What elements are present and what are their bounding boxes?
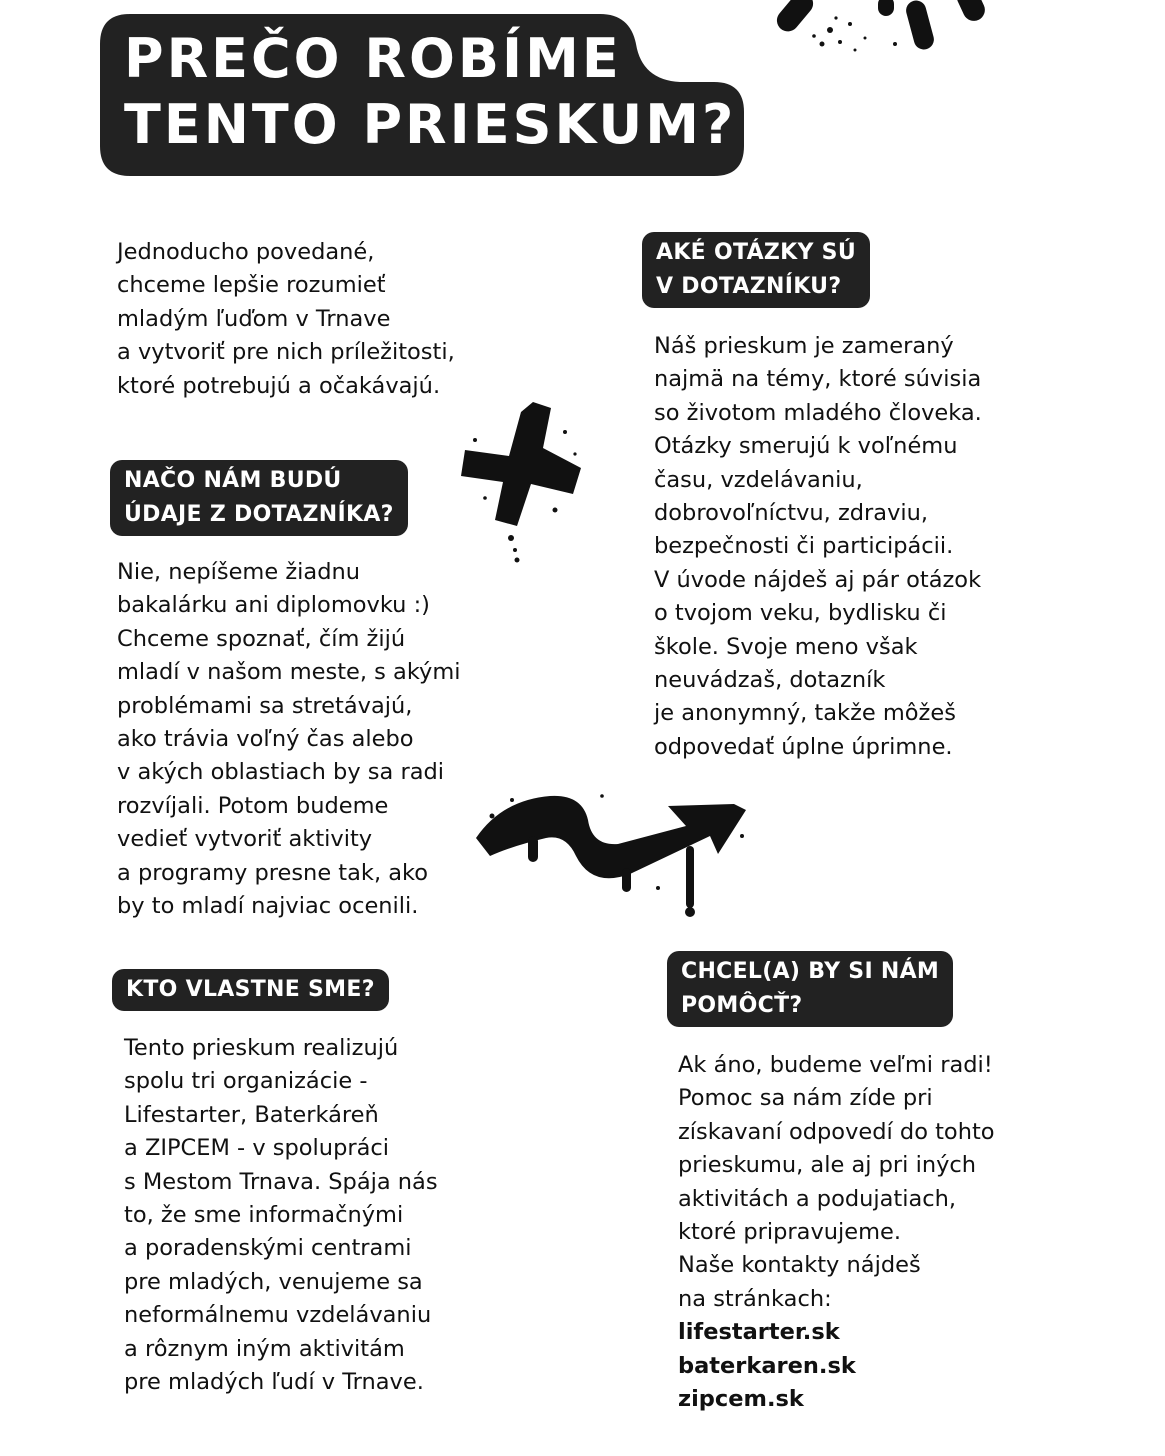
help-text: Ak áno, budeme veľmi radi! Pomoc sa nám zíde pri získavaní odpovedí do tohto prieskumu, ale aj pri iných aktivitách a podujatiach, ktoré pripravujeme. Naše kontakty nájdeš na stránkach: lifestarter.sk baterkaren.sk zipcem.sk [678, 1049, 995, 1416]
page-title [124, 26, 736, 158]
link-lifestarter[interactable]: lifestarter.sk [678, 1319, 840, 1346]
sun-splash-icon [770, 0, 1010, 70]
who-text: Tento prieskum realizujú spolu tri organizácie - Lifestarter, Baterkáreň a ZIPCEM - v spolupráci s Mestom Trnava. Spája nás to, že sme informačnými a poradenskými centrami pre mladých, venujeme sa neformálnemu vzdelávaniu a rôznym iným aktivitám pre mladých ľudí v Trnave. [124, 1035, 438, 1396]
questions-text: Náš prieskum je zameraný najmä na témy, ktoré súvisia so životom mladého človeka. Otázky smerujú k voľnému času, vzdelávaniu, dobrovoľníctvu, zdraviu, bezpečnosti či participácii. V úvode nájdeš aj pár otázok o tvojom veku, bydlisku či škole. Svoje meno však neuvádzaš, dotazník je anonymný, takže môžeš odpovedať úplne úprimne. [654, 333, 982, 760]
cross-splash-icon [455, 398, 585, 563]
link-baterkaren[interactable]: baterkaren.sk [678, 1352, 856, 1379]
page-title-line2: TENTO PRIESKUM? [124, 93, 737, 156]
heading-who: KTO VLASTNE SME? [112, 969, 389, 1011]
data-use-text: Nie, nepíšeme žiadnu bakalárku ani diplomovku :) Chceme spoznať, čím žijú mladí v našom meste, s akými problémami sa stretávajú, ako trávia voľný čas alebo v akých oblastiach by sa radi rozvíjali. Potom budeme vedieť vytvoriť aktivity a programy presne tak, ako by to mladí najviac ocenili. [117, 559, 461, 920]
heading-questions: AKÉ OTÁZKY SÚ V DOTAZNÍKU? [642, 232, 870, 308]
heading-help: CHCEL(A) BY SI NÁM POMÔCŤ? [667, 951, 953, 1027]
arrow-splash-icon [472, 776, 752, 921]
link-zipcem[interactable]: zipcem.sk [678, 1386, 804, 1413]
intro-text: Jednoducho povedané, chceme lepšie rozumieť mladým ľuďom v Trnave a vytvoriť pre nich príležitosti, ktoré potrebujú a očakávajú. [117, 239, 455, 399]
page-title-line1: PREČO ROBÍME [124, 27, 622, 90]
heading-data-use: NAČO NÁM BUDÚ ÚDAJE Z DOTAZNÍKA? [110, 460, 408, 536]
